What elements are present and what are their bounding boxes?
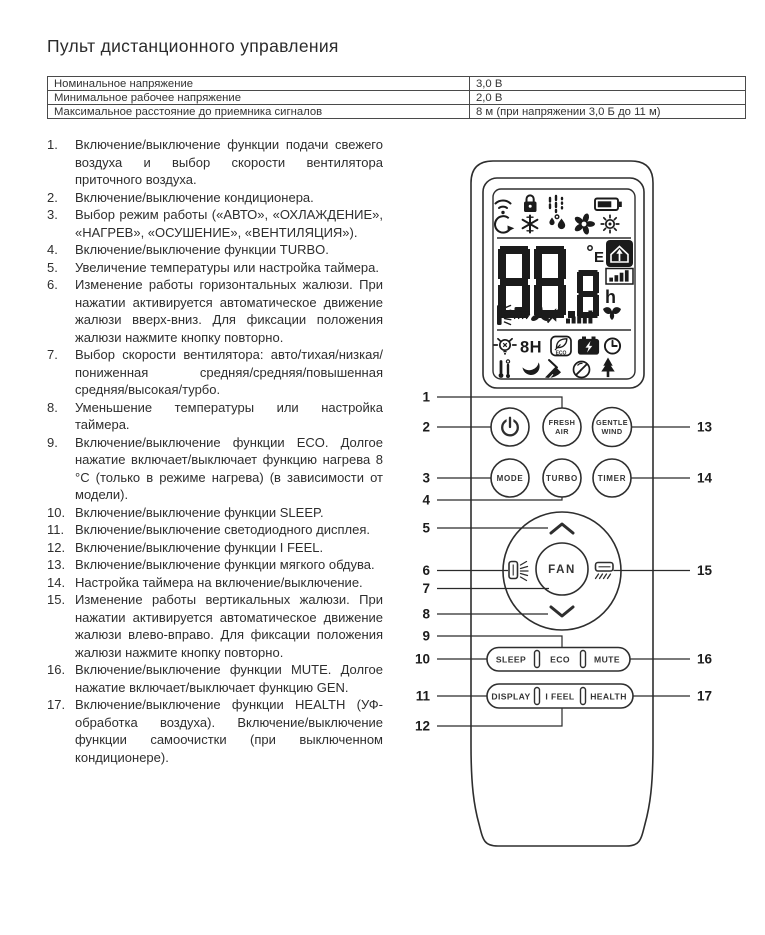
health-label: HEALTH	[590, 691, 627, 702]
dry-mode-icon	[549, 215, 565, 229]
i-feel-thermometer-icon	[499, 360, 510, 378]
instruction-number: 16.	[47, 662, 66, 677]
instruction-text: Включение/выключение функции подачи свежего воздуха и выбор скорости вентилятора приточного воздуха.	[75, 137, 383, 187]
instruction-item	[47, 346, 383, 399]
instruction-number: 6.	[47, 277, 58, 292]
fan-label: FAN	[548, 564, 576, 576]
instruction-number: 11.	[47, 522, 65, 537]
instruction-item	[47, 259, 383, 277]
instruction-item	[47, 574, 383, 592]
instruction-text: Включение/выключение светодиодного дисплея.	[75, 522, 371, 537]
spec-param: Максимальное расстояние до приемника сигналов	[48, 105, 470, 119]
cool-mode-icon	[523, 216, 538, 233]
instruction-item	[47, 661, 383, 696]
callout-number: 11	[415, 688, 430, 704]
gentle-wind-label: GENTLE	[596, 418, 628, 427]
lamp-icon	[494, 339, 516, 354]
battery-icon	[595, 199, 622, 211]
callout-number: 14	[697, 470, 713, 486]
instructions-list	[47, 136, 383, 766]
instruction-item	[47, 591, 383, 661]
timer-button	[593, 459, 631, 497]
instruction-number: 4.	[47, 242, 58, 257]
vertical-louver-icon	[497, 305, 511, 325]
callout-number: 6	[422, 563, 430, 578]
pill-separator	[581, 688, 586, 705]
wifi-icon	[496, 201, 511, 215]
fresh-air-label: FRESH	[548, 418, 576, 427]
pill-separator	[535, 651, 540, 668]
callout-number: 9	[422, 628, 430, 644]
instruction-number: 15.	[47, 592, 66, 607]
instruction-text: Настройка таймера на включение/выключение.	[75, 574, 363, 590]
remote-figure	[380, 140, 765, 910]
hour-suffix-label: h	[605, 287, 616, 307]
fresh-air-label: AIR	[555, 427, 569, 436]
turbo-label: TURBO	[546, 474, 578, 483]
instruction-text: Выбор скорости вентилятора: авто/тихая/низкая/пониженная средняя/средняя/повышенная средняя/высокая/турбо.	[75, 347, 383, 397]
instruction-item	[47, 276, 383, 346]
instruction-item	[47, 521, 383, 539]
sleep-label: SLEEP	[495, 654, 527, 665]
instruction-number: 13.	[47, 557, 66, 572]
instruction-item	[47, 504, 383, 522]
callout-line	[437, 397, 562, 408]
spec-param: Номинальное напряжение	[48, 77, 470, 91]
callout-line	[437, 709, 562, 727]
gentle-wind-label: WIND	[601, 427, 623, 436]
anti-mildew-icon	[574, 362, 590, 378]
airflow-icon	[550, 196, 562, 212]
pill-separator	[581, 651, 586, 668]
instruction-text: Включение/выключение кондиционера.	[75, 189, 314, 205]
i-feel-label: I FEEL	[545, 691, 575, 702]
fresh-air-intake-icon	[606, 240, 633, 267]
spec-value: 2,0 В	[470, 91, 746, 105]
self-clean-broom-icon	[545, 360, 561, 378]
eco-small-label: ECO	[555, 350, 567, 357]
turbo-indicator-icon	[603, 307, 621, 320]
instruction-number: 10.	[47, 504, 66, 520]
lock-icon	[524, 195, 537, 212]
callout-numbers	[415, 390, 713, 734]
spec-value: 8 м (при напряжении 3,0 Б до 11 м)	[470, 105, 746, 119]
temp-down-icon	[551, 607, 573, 616]
instruction-number: 7.	[47, 347, 58, 362]
horizontal-swing-button-icon	[509, 562, 528, 581]
eco-label: ECO	[550, 654, 570, 665]
health-tree-icon	[601, 358, 614, 378]
instruction-text: Изменение работы горизонтальных жалюзи. При нажатии активируется автоматическое движение жалюзи вверх-вниз. Для фиксации положения жалюзи нажмите кнопку повторно.	[75, 277, 383, 345]
display-ifeel-health-pill	[487, 684, 633, 708]
instruction-number: 12.	[47, 539, 66, 555]
callout-number: 17	[697, 688, 713, 704]
timer-8h-label: 8H	[520, 338, 543, 357]
temperature-digits	[498, 246, 599, 318]
instruction-item	[47, 189, 383, 207]
table-row	[48, 105, 746, 119]
instruction-number: 1.	[47, 137, 58, 152]
svg-text:E: E	[594, 249, 605, 266]
callout-number: 2	[422, 419, 430, 435]
callout-number: 13	[697, 419, 713, 435]
instruction-item	[47, 539, 383, 557]
callout-number: 15	[697, 563, 713, 578]
instruction-item	[47, 399, 383, 434]
instruction-text: Включение/выключение функции HEALTH (УФ-обработка воздуха). Включение/выключение функции самоочистки (при выключенном кондиционере).	[75, 697, 383, 765]
pill-separator	[535, 688, 540, 705]
callout-number: 1	[422, 389, 430, 405]
timer-label: TIMER	[597, 474, 627, 483]
instruction-number: 2.	[47, 189, 58, 205]
callout-line	[437, 636, 562, 648]
instruction-number: 8.	[47, 399, 58, 415]
table-row	[48, 77, 746, 91]
intake-fan-level-icon	[606, 269, 633, 285]
temp-up-icon	[551, 524, 573, 533]
instruction-number: 5.	[47, 259, 58, 275]
instruction-text: Включение/выключение функции I FEEL.	[75, 539, 324, 555]
instruction-text: Включение/выключение функции MUTE. Долгое нажатие включает/выключает функцию GEN.	[75, 662, 383, 695]
instruction-number: 17.	[47, 697, 66, 712]
fresh-air-button	[543, 408, 581, 446]
auto-mode-icon	[495, 216, 514, 232]
instruction-number: 14.	[47, 574, 66, 590]
display-label: DISPLAY	[491, 691, 531, 702]
page-title: Пульт дистанционного управления	[47, 36, 339, 56]
spec-value: 3,0 В	[470, 77, 746, 91]
callout-number: 10	[414, 651, 430, 667]
instruction-text: Включение/выключение функции мягкого обдува.	[75, 557, 375, 572]
instruction-text: Включение/выключение функции ECO. Долгое нажатие включает/выключает функцию нагрева 8 °C (только в режиме нагрева) (в зависимости от модели).	[75, 434, 383, 502]
instruction-item	[47, 241, 383, 259]
battery-charge-icon	[579, 337, 599, 355]
heat-mode-icon	[601, 215, 619, 233]
instruction-text: Выбор режим работы («АВТО», «ОХЛАЖДЕНИЕ», «НАГРЕВ», «ОСУШЕНИЕ», «ВЕНТИЛЯЦИЯ»).	[75, 207, 383, 240]
callout-number: 3	[422, 470, 430, 486]
sleep-eco-mute-pill	[487, 648, 630, 672]
instruction-text: Увеличение температуры или настройка таймера.	[75, 259, 379, 275]
callout-number: 8	[422, 606, 430, 622]
spec-param: Минимальное рабочее напряжение	[48, 91, 470, 105]
instruction-text: Уменьшение температуры или настройка таймера.	[75, 399, 383, 432]
table-row	[48, 91, 746, 105]
clock-icon	[605, 338, 620, 353]
mode-button	[491, 459, 529, 497]
instruction-number: 3.	[47, 207, 58, 222]
specs-table	[47, 76, 746, 119]
instruction-text: Изменение работы вертикальных жалюзи. При нажатии активируется автоматическое движение жалюзи влево-вправо. Для фиксации положения жалюзи нажмите кнопку повторно.	[75, 592, 383, 660]
instruction-text: Включение/выключение функции SLEEP.	[75, 504, 324, 520]
instruction-item	[47, 206, 383, 241]
vertical-swing-button-icon	[596, 563, 614, 579]
mode-label: MODE	[496, 474, 524, 483]
callout-number: 12	[414, 718, 430, 734]
gentle-wind-button	[593, 408, 632, 447]
callout-line	[437, 498, 562, 501]
fan-mode-icon	[573, 213, 595, 236]
instruction-item	[47, 136, 383, 189]
instruction-item	[47, 434, 383, 504]
mute-label: MUTE	[594, 654, 620, 665]
callout-number: 7	[422, 581, 430, 596]
callout-number: 4	[422, 492, 430, 508]
callout-number: 5	[422, 520, 430, 536]
instruction-number: 9.	[47, 434, 58, 450]
turbo-button	[543, 459, 581, 497]
power-icon	[502, 417, 518, 435]
instruction-item	[47, 696, 383, 766]
callout-number: 16	[697, 651, 713, 667]
power-button	[491, 408, 529, 446]
instruction-text: Включение/выключение функции TURBO.	[75, 242, 329, 257]
instruction-item	[47, 556, 383, 574]
sleep-moon-icon	[521, 359, 541, 377]
temp-unit-icon	[588, 246, 604, 266]
eco-leaf-icon	[551, 337, 571, 357]
